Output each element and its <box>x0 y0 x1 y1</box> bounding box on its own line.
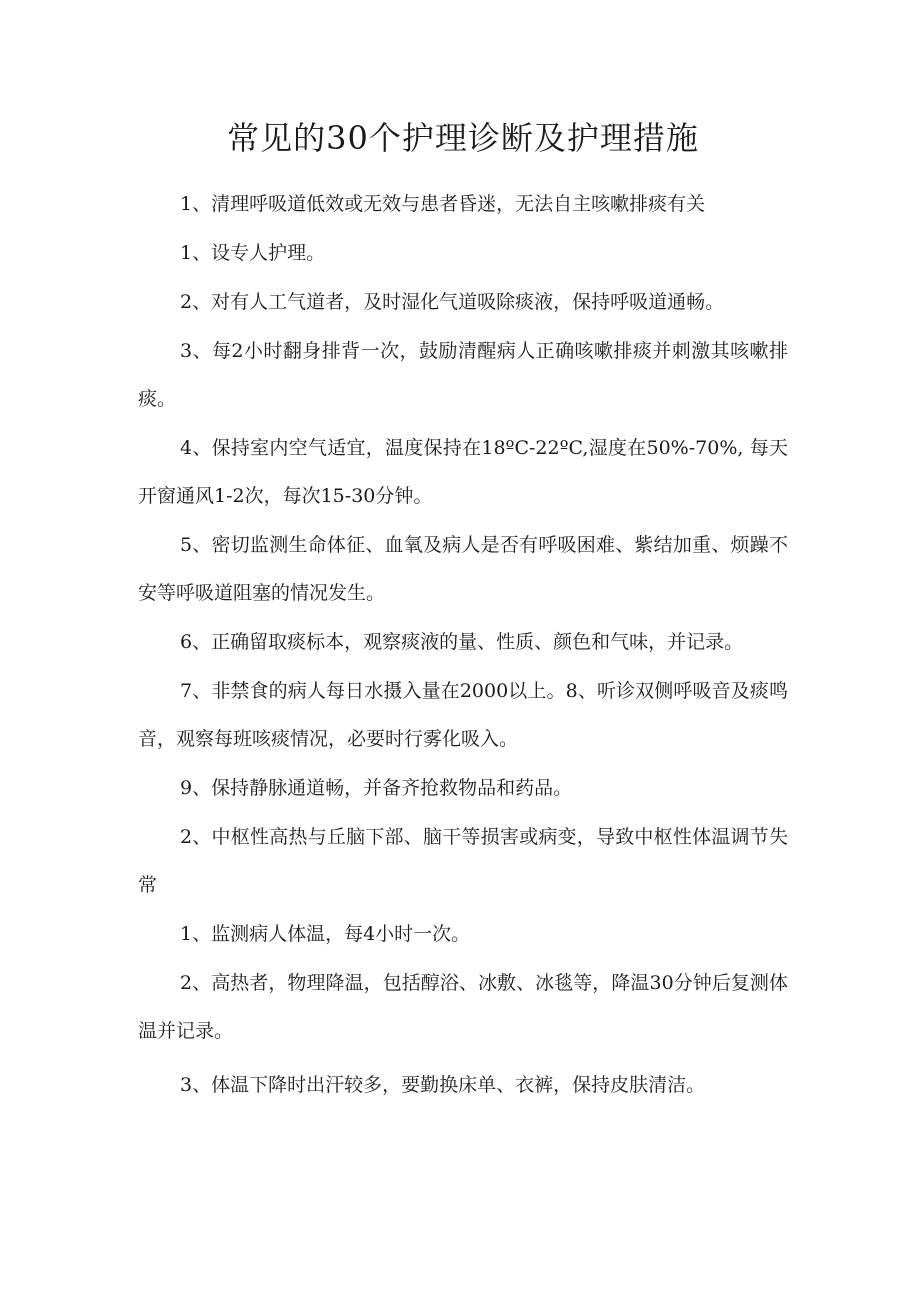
document-title: 常见的30个护理诊断及护理措施 <box>227 119 699 157</box>
paragraph-measure-1-2: 2、对有人工气道者，及时湿化气道吸除痰液，保持呼吸道通畅。 <box>180 291 725 313</box>
paragraph-diagnosis-2: 2、中枢性高热与丘脑下部、脑干等损害或病变，导致中枢性体温调节失常 <box>138 826 788 896</box>
paragraph-measure-1-4: 4、保持室内空气适宜，温度保持在18ºC-22ºC,湿度在50%-70%, 每天开窗通风1-2次，每次15-30分钟。 <box>138 437 788 507</box>
paragraph-measure-2-3: 3、体温下降时出汗较多，要勤换床单、衣裤，保持皮肤清洁。 <box>180 1074 706 1096</box>
paragraph-measure-1-7-8: 7、非禁食的病人每日水摄入量在2000以上。8、听诊双侧呼吸音及痰鸣音，观察每班咳痰情况，必要时行雾化吸入。 <box>138 680 788 750</box>
paragraph-diagnosis-1: 1、清理呼吸道低效或无效与患者昏迷，无法自主咳嗽排痰有关 <box>180 193 706 215</box>
paragraph-measure-2-1: 1、监测病人体温，每4小时一次。 <box>180 923 471 945</box>
paragraph-measure-1-1: 1、设专人护理。 <box>180 242 326 264</box>
paragraph-measure-1-9: 9、保持静脉通道畅，并备齐抢救物品和药品。 <box>180 777 573 799</box>
paragraph-measure-1-6: 6、正确留取痰标本，观察痰液的量、性质、颜色和气味，并记录。 <box>180 631 744 653</box>
paragraph-measure-2-2: 2、高热者，物理降温，包括醇浴、冰敷、冰毯等，降温30分钟后复测体温并记录。 <box>138 972 788 1042</box>
document-page <box>138 110 788 1110</box>
paragraph-measure-1-5: 5、密切监测生命体征、血氧及病人是否有呼吸困难、紫结加重、烦躁不安等呼吸道阻塞的情况发生。 <box>138 534 788 604</box>
paragraph-measure-1-3: 3、每2小时翻身排背一次，鼓励清醒病人正确咳嗽排痰并刺激其咳嗽排痰。 <box>138 340 788 410</box>
